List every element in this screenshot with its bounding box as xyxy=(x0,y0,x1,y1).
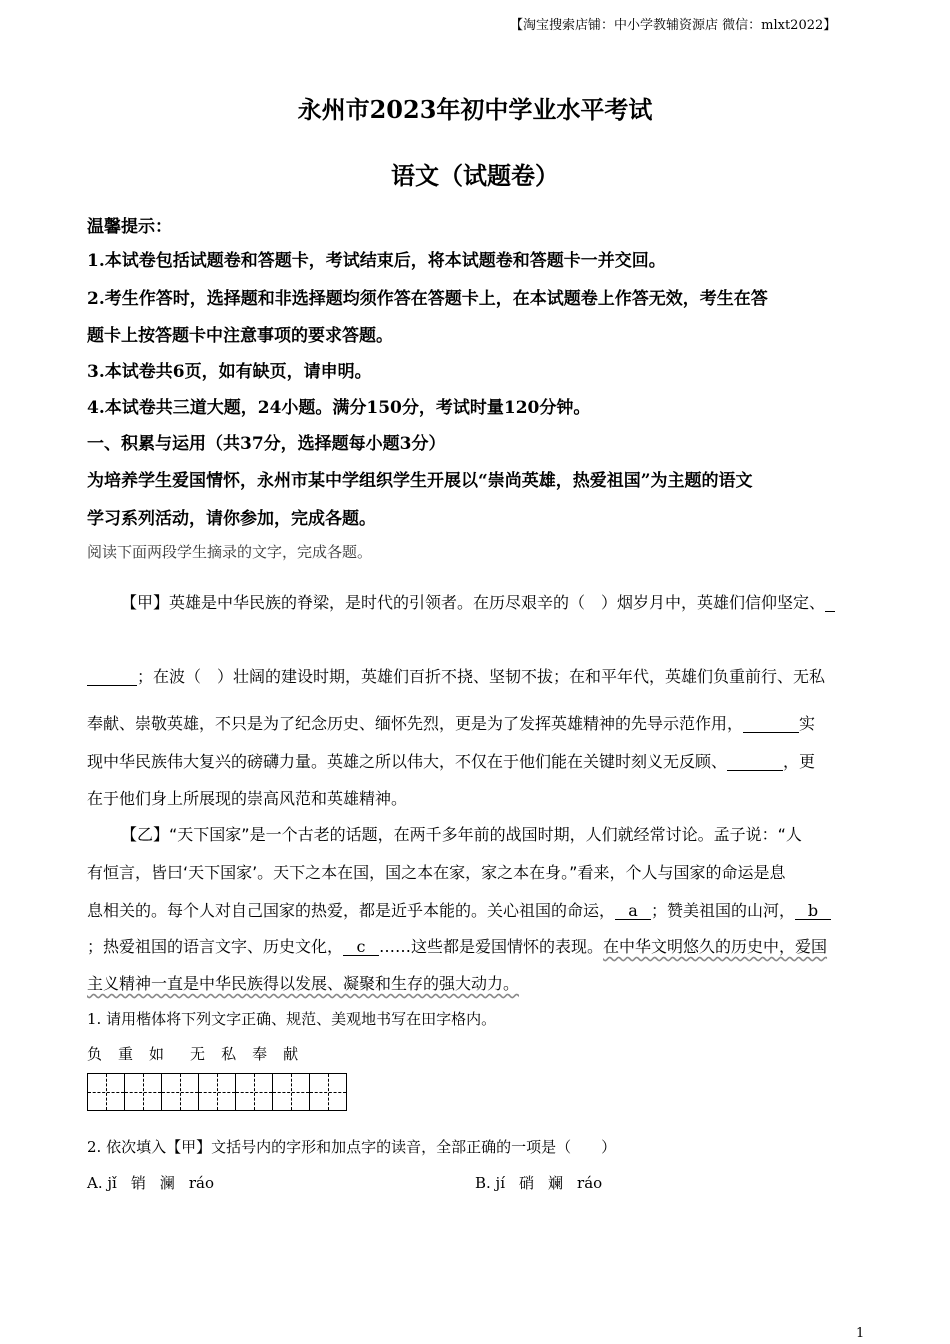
fill-blank-b[interactable]: b xyxy=(795,903,831,920)
exam-subtitle: 语文（试题卷） xyxy=(391,161,559,190)
passage-jia-line: 【甲】英雄是中华民族的脊梁，是时代的引领者。在历尽艰辛的（ ）烟岁月中，英雄们信仰坚定、 xyxy=(121,590,835,613)
option-b[interactable]: B. jí 硝 斓 ráo xyxy=(475,1174,603,1192)
notice-item: 题卡上按答题卡中注意事项的要求答题。 xyxy=(87,326,393,346)
notice-item: 4.本试卷共三道大题，24小题。满分150分，考试时量120分钟。 xyxy=(87,398,591,418)
wavy-underlined-text: 在中华文明悠久的历史中，爱国 xyxy=(603,937,828,956)
fill-blank[interactable] xyxy=(825,595,835,612)
tianzige-writing-grid[interactable] xyxy=(87,1073,347,1111)
notice-item: 3.本试卷共6页，如有缺页，请申明。 xyxy=(87,362,372,382)
exam-title: 永州市2023年初中学业水平考试 xyxy=(297,95,653,124)
notice-item: 2.考生作答时，选择题和非选择题均须作答在答题卡上，在本试题卷上作答无效，考生在答 xyxy=(87,289,768,309)
page-number: 1 xyxy=(856,1326,865,1341)
passage-jia-line: 奉献、崇敬英雄，不只是为了纪念历史、缅怀先烈，更是为了发挥英雄精神的先导示范作用， 实 xyxy=(87,714,816,733)
section-intro: 学习系列活动，请你参加，完成各题。 xyxy=(87,509,376,529)
passage-yi-line: 息相关的。每个人对自己国家的热爱，都是近乎本能的。关心祖国的命运， a ；赞美祖国的山河， b xyxy=(87,898,831,921)
option-a[interactable]: A. jǐ 销 澜 ráo xyxy=(87,1174,215,1192)
question-1-stem: 1. 请用楷体将下列文字正确、规范、美观地书写在田字格内。 xyxy=(87,1010,497,1028)
fill-blank-a[interactable]: a xyxy=(615,903,651,920)
passage-yi-line: ；热爱祖国的语言文字、历史文化， c ……这些都是爱国情怀的表现。在中华文明悠久的历史中，爱国 xyxy=(87,937,828,956)
question-2-stem: 2. 依次填入【甲】文括号内的字形和加点字的读音，全部正确的一项是（ ） xyxy=(87,1138,617,1156)
notice-item: 1.本试卷包括试题卷和答题卡，考试结束后，将本试题卷和答题卡一并交回。 xyxy=(87,251,666,271)
passage-yi-line: 有恒言，皆曰‘天下国家’。天下之本在国，国之本在家，家之本在身。”看来，个人与国家的命运是息 xyxy=(87,863,786,882)
section-heading: 一、积累与运用（共37分，选择题每小题3分） xyxy=(87,434,446,454)
passage-jia-line: ；在波（ ）壮阔的建设时期，英雄们百折不挠、坚韧不拔；在和平年代，英雄们负重前行、无私 xyxy=(87,664,825,687)
fill-blank[interactable] xyxy=(743,716,799,733)
passage-yi-line: 【乙】“天下国家”是一个古老的话题，在两千多年前的战国时期，人们就经常讨论。孟子说：“人 xyxy=(121,825,802,844)
header-note: 【淘宝搜索店铺：中小学教辅资源店 微信：mlxt2022】 xyxy=(510,18,837,33)
fill-blank-c[interactable]: c xyxy=(343,939,379,956)
section-intro: 为培养学生爱国情怀，永州市某中学组织学生开展以“崇尚英雄，热爱祖国”为主题的语文 xyxy=(87,471,753,491)
reading-instruction: 阅读下面两段学生摘录的文字，完成各题。 xyxy=(87,543,373,561)
passage-jia-line: 现中华民族伟大复兴的磅礴力量。英雄之所以伟大，不仅在于他们能在关键时刻义无反顾、 ，更 xyxy=(87,752,816,771)
question-1-characters: 负 重 如 无 私 奉 献 xyxy=(87,1045,299,1063)
passage-jia-line: 在于他们身上所展现的崇高风范和英雄精神。 xyxy=(87,789,408,808)
fill-blank[interactable] xyxy=(727,754,783,771)
notice-heading: 温馨提示： xyxy=(87,217,172,237)
fill-blank[interactable] xyxy=(87,669,137,686)
passage-yi-line: 主义精神一直是中华民族得以发展、凝聚和生存的强大动力。 xyxy=(87,974,520,993)
